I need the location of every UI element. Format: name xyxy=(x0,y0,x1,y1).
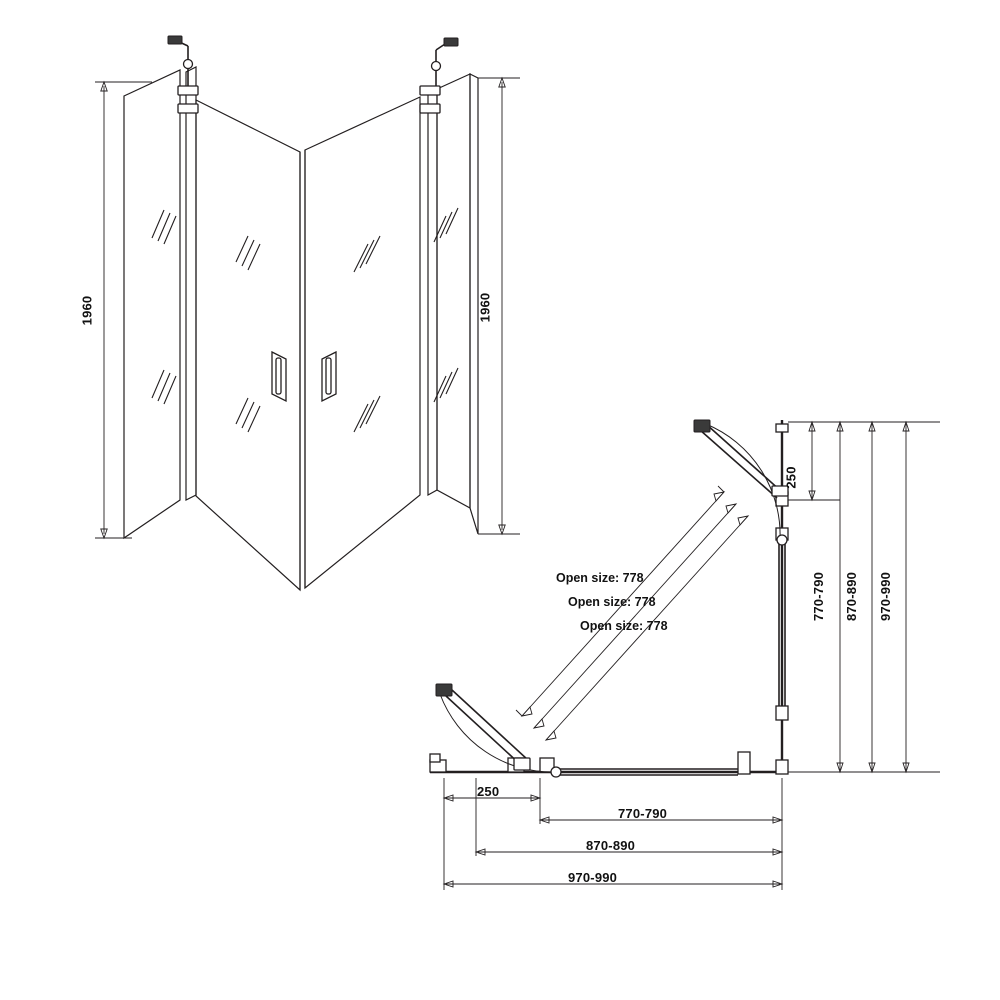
wall-bracket-plan xyxy=(430,754,440,762)
left-door-panel xyxy=(186,67,300,590)
door-swing-arc-top xyxy=(706,424,780,540)
corner-post xyxy=(300,150,305,590)
open-size-dimensions xyxy=(516,486,748,740)
opened-door-lower xyxy=(436,684,530,770)
plan-vertical-dim-770-790: 770-790 xyxy=(811,571,827,622)
fixed-panel-plan-bottom xyxy=(430,752,750,774)
plan-horizontal-dim-870-890: 870-890 xyxy=(586,838,636,853)
open-size-label-3: Open size: 778 xyxy=(580,619,668,633)
plan-horizontal-dim-770-790: 770-790 xyxy=(618,806,668,821)
plan-horizontal-dim-970-990: 970-990 xyxy=(568,870,618,885)
opened-door-upper xyxy=(694,420,788,498)
right-door-panel xyxy=(305,97,420,588)
plan-vertical-dim-870-890: 870-890 xyxy=(844,571,860,622)
isometric-view-group xyxy=(95,36,520,590)
left-fixed-panel xyxy=(124,70,180,538)
iso-height-label-left: 1960 xyxy=(79,295,95,326)
right-door-handle xyxy=(322,352,336,401)
open-size-label-1: Open size: 778 xyxy=(556,571,644,585)
open-size-label-2: Open size: 778 xyxy=(568,595,656,609)
left-hinge-assembly xyxy=(168,36,198,113)
plan-view-group xyxy=(430,420,940,890)
right-hinge-assembly xyxy=(420,38,458,113)
plan-vertical-dim-970-990: 970-990 xyxy=(878,571,894,622)
iso-height-label-right: 1960 xyxy=(477,292,493,323)
right-fixed-panel xyxy=(428,74,478,534)
left-door-handle xyxy=(272,352,286,401)
plan-horizontal-dim-250: 250 xyxy=(477,784,500,799)
plan-vertical-dim-250: 250 xyxy=(783,466,799,489)
